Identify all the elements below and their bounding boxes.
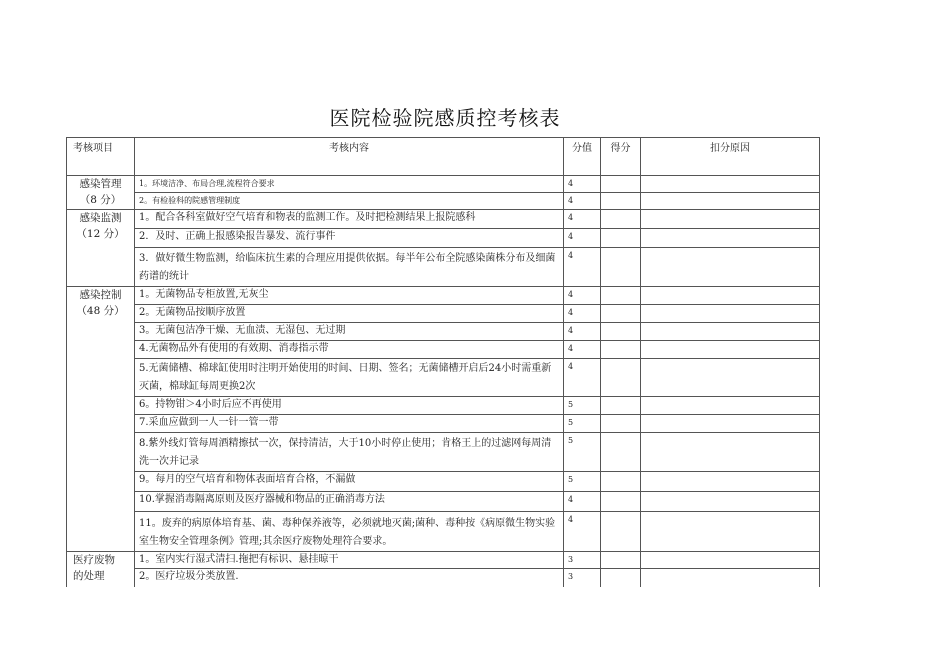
score-cell[interactable] bbox=[601, 359, 641, 397]
deduction-reason-cell[interactable] bbox=[641, 569, 820, 587]
deduction-reason-cell[interactable] bbox=[641, 248, 820, 287]
section-category-infection-control bbox=[67, 287, 135, 552]
score-cell[interactable] bbox=[601, 433, 641, 472]
section-name: 感染监测 bbox=[79, 212, 122, 224]
score-cell[interactable] bbox=[601, 229, 641, 248]
deduction-reason-cell[interactable] bbox=[641, 341, 820, 359]
item-points: 4 bbox=[564, 287, 601, 305]
deduction-reason-cell[interactable] bbox=[641, 492, 820, 512]
item-points: 4 bbox=[564, 193, 601, 210]
section-category-medical-waste bbox=[67, 552, 135, 587]
score-cell[interactable] bbox=[601, 210, 641, 229]
item-points: 3 bbox=[564, 552, 601, 569]
table-row bbox=[67, 552, 820, 569]
header-points: 分值 bbox=[564, 138, 601, 176]
header-content: 考核内容 bbox=[135, 138, 564, 176]
document-title: 医院检验院感质控考核表 bbox=[329, 106, 561, 130]
item-content: 1。配合各科室做好空气培育和物表的监测工作。及时把检测结果上报院感科 bbox=[135, 210, 564, 229]
deduction-reason-cell[interactable] bbox=[641, 397, 820, 415]
item-content: 3。无菌包洁净干燥、无血渍、无湿包、无过期 bbox=[135, 323, 564, 341]
table-row bbox=[67, 193, 820, 210]
item-content: 2．及时、正确上报感染报告暴发、流行事件 bbox=[135, 229, 564, 248]
table-row bbox=[67, 341, 820, 359]
item-content: 7.采血应做到一人一针一管一带 bbox=[135, 415, 564, 433]
item-content: 6。持物钳＞4小时后应不再使用 bbox=[135, 397, 564, 415]
item-content: 10.掌握消毒隔离原则及医疗器械和物品的正确消毒方法 bbox=[135, 492, 564, 512]
score-cell[interactable] bbox=[601, 176, 641, 193]
section-name: 感染控制 bbox=[79, 289, 122, 301]
section-points-total: （12 分） bbox=[76, 228, 125, 240]
score-cell[interactable] bbox=[601, 287, 641, 305]
header-reason: 扣分原因 bbox=[641, 138, 820, 176]
table-row bbox=[67, 305, 820, 323]
item-content: 3．做好微生物监测，给临床抗生素的合理应用提供依据。每半年公布全院感染菌株分布及细菌药谱的统计 bbox=[135, 248, 564, 287]
deduction-reason-cell[interactable] bbox=[641, 176, 820, 193]
item-points: 4 bbox=[564, 305, 601, 323]
score-cell[interactable] bbox=[601, 341, 641, 359]
section-points-total: 的处理 bbox=[73, 570, 105, 582]
item-points: 4 bbox=[564, 323, 601, 341]
item-points: 4 bbox=[564, 341, 601, 359]
score-cell[interactable] bbox=[601, 552, 641, 569]
item-points: 4 bbox=[564, 512, 601, 552]
header-category: 考核项目 bbox=[67, 138, 135, 176]
section-points-total: （8 分） bbox=[79, 194, 122, 206]
table-row bbox=[67, 359, 820, 397]
score-cell[interactable] bbox=[601, 323, 641, 341]
assessment-table bbox=[66, 137, 820, 587]
table-row bbox=[67, 397, 820, 415]
score-cell[interactable] bbox=[601, 248, 641, 287]
item-points: 4 bbox=[564, 359, 601, 397]
table-row bbox=[67, 210, 820, 229]
deduction-reason-cell[interactable] bbox=[641, 415, 820, 433]
item-content: 5.无菌储槽、棉球缸使用时注明开始使用的时间、日期、签名；无菌储槽开启后24小时需重新灭菌，棉球缸每周更换2次 bbox=[135, 359, 564, 397]
item-content: 1。室内实行湿式清扫.拖把有标识、悬挂晾干 bbox=[135, 552, 564, 569]
deduction-reason-cell[interactable] bbox=[641, 323, 820, 341]
table-row bbox=[67, 512, 820, 552]
score-cell[interactable] bbox=[601, 193, 641, 210]
table-row bbox=[67, 323, 820, 341]
item-content: 2。无菌物品按顺序放置 bbox=[135, 305, 564, 323]
table-row bbox=[67, 569, 820, 587]
score-cell[interactable] bbox=[601, 472, 641, 492]
item-content: 11。废弃的病原体培育基、菌、毒种保养液等，必须就地灭菌;菌种、毒种按《病原微生物实验室生物安全管理条例》管理;其余医疗废物处理符合要求。 bbox=[135, 512, 564, 552]
item-points: 4 bbox=[564, 210, 601, 229]
deduction-reason-cell[interactable] bbox=[641, 193, 820, 210]
item-points: 3 bbox=[564, 569, 601, 587]
deduction-reason-cell[interactable] bbox=[641, 305, 820, 323]
table-row bbox=[67, 415, 820, 433]
item-content: 4.无菌物品外有使用的有效期、消毒指示带 bbox=[135, 341, 564, 359]
item-points: 5 bbox=[564, 397, 601, 415]
item-points: 4 bbox=[564, 176, 601, 193]
item-content: 2。医疗垃圾分类放置. bbox=[135, 569, 564, 587]
table-row bbox=[67, 472, 820, 492]
deduction-reason-cell[interactable] bbox=[641, 210, 820, 229]
score-cell[interactable] bbox=[601, 415, 641, 433]
deduction-reason-cell[interactable] bbox=[641, 433, 820, 472]
deduction-reason-cell[interactable] bbox=[641, 359, 820, 397]
section-points-total: （48 分） bbox=[76, 305, 125, 317]
section-name: 医疗废物 bbox=[73, 554, 115, 566]
item-points: 4 bbox=[564, 229, 601, 248]
table-header-row bbox=[67, 138, 820, 176]
table-row bbox=[67, 248, 820, 287]
table-row bbox=[67, 176, 820, 193]
deduction-reason-cell[interactable] bbox=[641, 552, 820, 569]
item-content: 8.紫外线灯管每周酒精擦拭一次，保持清洁，大于10小时停止使用；肯格王上的过滤网每周清洗一次并记录 bbox=[135, 433, 564, 472]
score-cell[interactable] bbox=[601, 397, 641, 415]
table-row bbox=[67, 229, 820, 248]
score-cell[interactable] bbox=[601, 569, 641, 587]
section-category-infection-monitoring bbox=[67, 210, 135, 287]
header-score: 得分 bbox=[601, 138, 641, 176]
section-category-infection-management bbox=[67, 176, 135, 210]
item-points: 4 bbox=[564, 248, 601, 287]
item-points: 5 bbox=[564, 472, 601, 492]
score-cell[interactable] bbox=[601, 305, 641, 323]
item-content: 2。有检验科的院感管理制度 bbox=[135, 193, 564, 210]
deduction-reason-cell[interactable] bbox=[641, 287, 820, 305]
table-row bbox=[67, 492, 820, 512]
deduction-reason-cell[interactable] bbox=[641, 229, 820, 248]
deduction-reason-cell[interactable] bbox=[641, 512, 820, 552]
table-row bbox=[67, 433, 820, 472]
score-cell[interactable] bbox=[601, 492, 641, 512]
item-points: 5 bbox=[564, 415, 601, 433]
table-row bbox=[67, 287, 820, 305]
item-content: 1。无菌物品专柜放置,无灰尘 bbox=[135, 287, 564, 305]
deduction-reason-cell[interactable] bbox=[641, 472, 820, 492]
section-name: 感染管理 bbox=[79, 178, 122, 190]
item-points: 5 bbox=[564, 433, 601, 472]
item-points: 4 bbox=[564, 492, 601, 512]
item-content: 1。环境洁净、布局合理,流程符合要求 bbox=[135, 176, 564, 193]
score-cell[interactable] bbox=[601, 512, 641, 552]
item-content: 9。每月的空气培育和物体表面培育合格，不漏做 bbox=[135, 472, 564, 492]
